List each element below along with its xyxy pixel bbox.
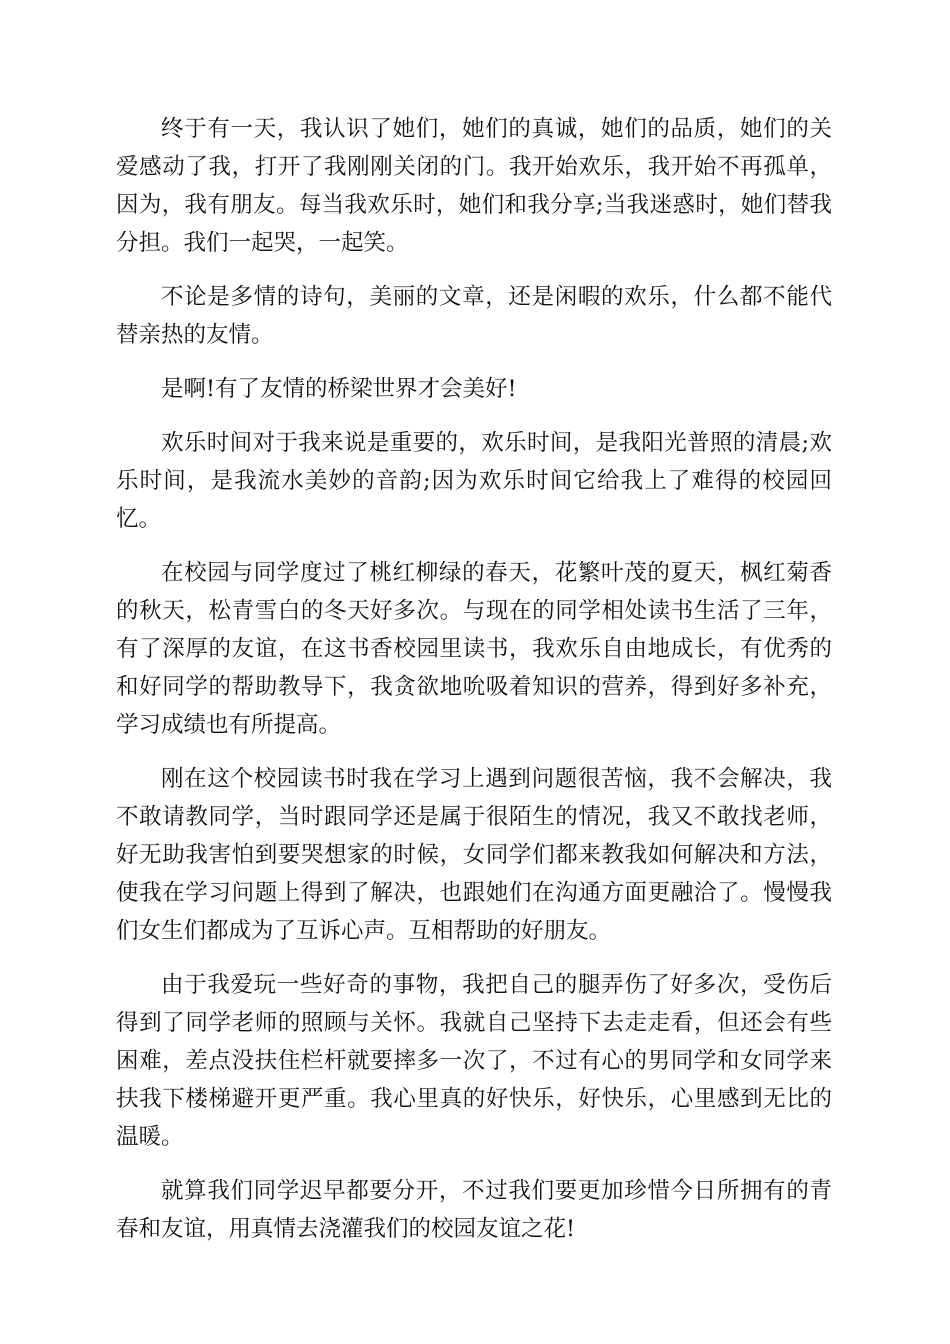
document-body xyxy=(116,110,832,1264)
paragraph-6: 刚在这个校园读书时我在学习上遇到问题很苦恼，我不会解决，我不敢请教同学，当时跟同学还是属于很陌生的情况，我又不敢找老师，好无助我害怕到要哭想家的时候，女同学们都来教我如何解决和方法，使我在学习问题上得到了解决，也跟她们在沟通方面更融洽了。慢慢我们女生们都成为了互诉心声。互相帮助的好朋友。 xyxy=(116,766,832,944)
paragraph-3: 是啊!有了友情的桥梁世界才会美好! xyxy=(161,376,517,402)
paragraph-1: 终于有一天，我认识了她们，她们的真诚，她们的品质，她们的关爱感动了我，打开了我刚刚关闭的门。我开始欢乐，我开始不再孤单，因为，我有朋友。每当我欢乐时，她们和我分享;当我迷惑时，她们替我分担。我们一起哭，一起笑。 xyxy=(116,116,832,256)
paragraph-8: 就算我们同学迟早都要分开，不过我们要更加珍惜今日所拥有的青春和友谊，用真情去浇灌我们的校园友谊之花! xyxy=(116,1178,832,1242)
paragraph-4: 欢乐时间对于我来说是重要的，欢乐时间，是我阳光普照的清晨;欢乐时间，是我流水美妙的音韵;因为欢乐时间它给我上了难得的校园回忆。 xyxy=(116,430,832,532)
paragraph-5: 在校园与同学度过了桃红柳绿的春天，花繁叶茂的夏天，枫红菊香的秋天，松青雪白的冬天好多次。与现在的同学相处读书生活了三年，有了深厚的友谊，在这书香校园里读书，我欢乐自由地成长，有优秀的和好同学的帮助教导下，我贪欲地吮吸着知识的营养，得到好多补充，学习成绩也有所提高。 xyxy=(116,560,832,738)
paragraph-2: 不论是多情的诗句，美丽的文章，还是闲暇的欢乐，什么都不能代替亲热的友情。 xyxy=(116,284,832,348)
paragraph-7: 由于我爱玩一些好奇的事物，我把自己的腿弄伤了好多次，受伤后得到了同学老师的照顾与关怀。我就自己坚持下去走走看，但还会有些困难，差点没扶住栏杆就要摔多一次了，不过有心的男同学和女同学来扶我下楼梯避开更严重。我心里真的好快乐，好快乐，心里感到无比的温暖。 xyxy=(116,972,832,1150)
